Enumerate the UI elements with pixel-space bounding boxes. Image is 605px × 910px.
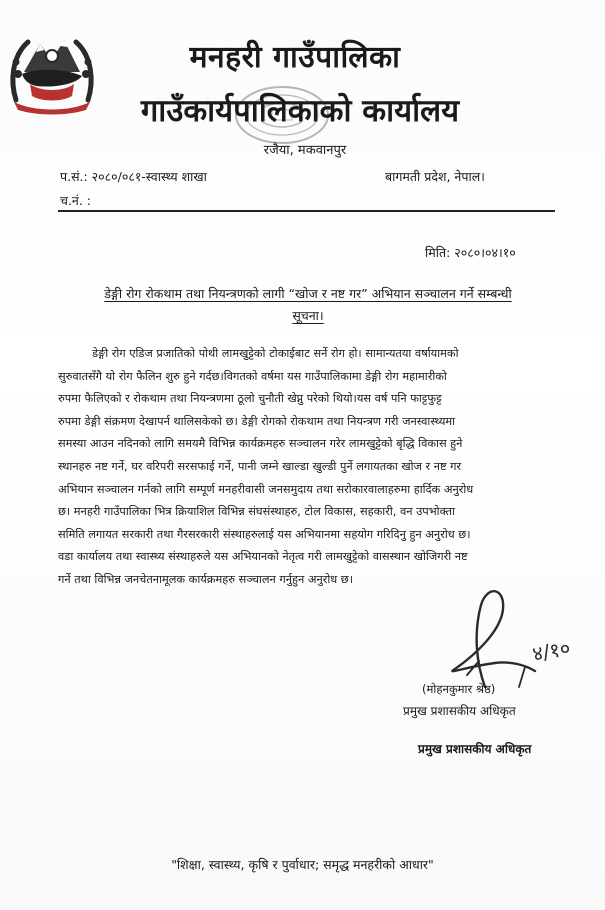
office-name: गाउँकार्यपालिकाको कार्यालय bbox=[140, 93, 460, 129]
header-divider bbox=[58, 210, 555, 212]
nepal-government-emblem-icon bbox=[6, 26, 98, 116]
body-line: गर्ने तथा विभिन्न जनचेतनामूलक कार्यक्रमहरु सञ्चालन गर्नुहुन अनुरोध छ। bbox=[58, 572, 354, 586]
body-line: सुरुवातसँगै यो रोग फैलिन शुरु हुने गर्दछ।विगतको वर्षमा यस गाउँपालिकामा डेङ्गी रोग महामारीको bbox=[58, 369, 447, 383]
body-line: रुपमा फैलिएको र रोकथाम तथा नियन्त्रणमा ठूलो चुनौती खेप्नु परेको थियो।यस वर्ष पनि फाट्टफुट्ट bbox=[58, 392, 442, 406]
body-line: स्थानहरु नष्ट गर्ने, घर वरिपरी सरसफाई गर्ने, पानी जम्ने खाल्डा खुल्डी पुर्ने लगायतका खोज र नष्ट गर bbox=[58, 459, 462, 473]
subject bbox=[58, 283, 558, 327]
body-line: वडा कार्यालय तथा स्वास्थ्य संस्थाहरुले यस अभियानको नेतृत्व गरी लामखुट्टेको वासस्थान खोजिगरी नष्ट bbox=[58, 550, 468, 564]
letter-date: मिति: २०८०।०४।१० bbox=[425, 245, 516, 260]
body-line: डेङ्गी रोग एडिज प्रजातिको पोथी लामखुट्टेको टोकाईबाट सर्ने रोग हो। सामान्यतया वर्षायामको bbox=[92, 347, 459, 360]
province-country: बागमती प्रदेश, नेपाल। bbox=[385, 169, 485, 184]
municipality-name: मनहरी गाउँपालिका bbox=[189, 40, 401, 75]
subject-line-2: सूचना। bbox=[292, 308, 324, 323]
signer-name: (मोहनकुमार श्रेष्ठ) bbox=[422, 682, 496, 696]
subject-line-1: डेङ्गी रोग रोकथाम तथा नियन्त्रणको लागी “खोज र नष्ट गर” अभियान सञ्चालन गर्ने सम्बन्धी bbox=[104, 286, 512, 301]
footer-motto: "शिक्षा, स्वास्थ्य, कृषि र पुर्वाधार; समृद्ध मनहरीको आधार" bbox=[171, 857, 434, 872]
signer-title-repeat: प्रमुख प्रशासकीय अधिकृत bbox=[418, 742, 532, 756]
reference-number: प.सं.: २०८०/०८१-स्वास्थ्य शाखा bbox=[60, 169, 207, 184]
body-line: रुपमा डेङ्गी संक्रमण देखापर्न थालिसकेको छ। डेङ्गी रोगको रोकथाम तथा नियन्त्रण गरी जनस्वास्थ्यमा bbox=[58, 414, 456, 428]
body-line: छ। मनहरी गाउँपालिका भित्र क्रियाशिल विभिन्न संघसंस्थाहरु, टोल विकास, सहकारी, वन उपभोक्ता bbox=[58, 505, 455, 519]
body-line: समिति लगायत सरकारी तथा गैरसरकारी संस्थाहरुलाई यस अभियानमा सहयोग गरिदिनु हुन अनुरोध छ। bbox=[58, 527, 471, 541]
office-address: रजैया, मकवानपुर bbox=[263, 143, 347, 158]
dispatch-number: च.नं. : bbox=[60, 193, 92, 208]
notice-body bbox=[58, 343, 554, 592]
body-line: अभियान सञ्चालन गर्नको लागि सम्पूर्ण मनहरीवासी जनसमुदाय तथा सरोकारवालाहरुमा हार्दिक अनुरोध bbox=[58, 482, 474, 496]
signer-title: प्रमुख प्रशासकीय अधिकृत bbox=[403, 704, 516, 718]
signature-date: ४/१० bbox=[530, 635, 573, 666]
body-line: समस्या आउन नदिनको लागि समयमै विभिन्न कार्यक्रमहरु सञ्चालन गरेर लामखुट्टेको बृद्धि विकास हुने bbox=[58, 437, 463, 451]
